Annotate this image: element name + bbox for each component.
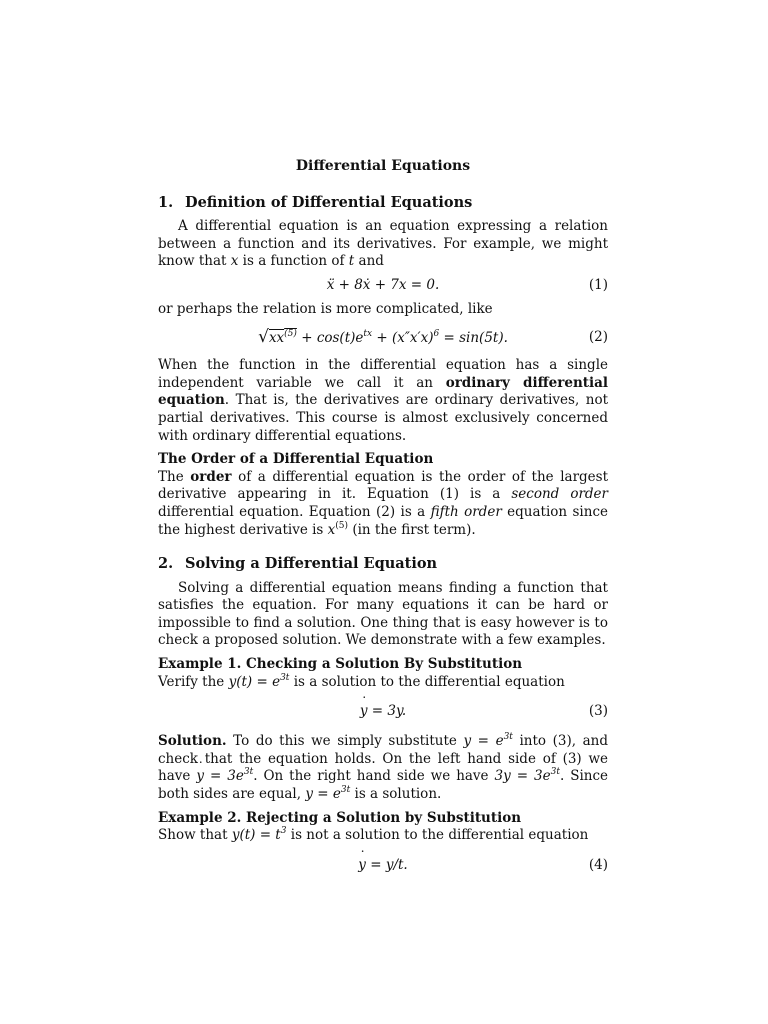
ydot: y ˙	[358, 857, 366, 875]
ydot: y ˙	[196, 768, 204, 786]
sup: tx	[363, 328, 373, 339]
text: + (x″x′x)	[372, 329, 434, 346]
text: is a solution.	[354, 786, 442, 803]
sup: 3t	[280, 672, 290, 683]
bold-term: ordinary differential equation	[158, 374, 608, 409]
example-heading: Example 2. Rejecting a Solution by Substitution	[158, 809, 522, 826]
equation-3	[158, 703, 608, 721]
text: equation since the highest derivative is	[158, 503, 608, 538]
text: xx	[268, 329, 285, 346]
paragraph: Solving a differential equation means finding a function that satisfies the equation. For many equations it can be hard or impossible to find a solution. One thing that is easy however is to check a proposed solution. We demonstrate with a few examples.	[158, 579, 608, 649]
sup: (5)	[335, 520, 349, 531]
text: . On the right hand side we have	[253, 768, 489, 785]
subsection-heading: The Order of a Differential Equation	[158, 451, 434, 468]
sqrt-icon: √	[258, 326, 269, 347]
text: = sin(5t).	[439, 329, 508, 346]
section-1-heading	[158, 194, 608, 212]
section-2-heading	[158, 555, 608, 573]
equation-number: (4)	[588, 856, 608, 873]
paragraph	[158, 469, 608, 539]
sup: 3t	[503, 732, 513, 743]
sup: 3	[280, 826, 287, 837]
sup: 3t	[550, 767, 560, 778]
text: Show that	[158, 827, 228, 844]
text: When the function in the differential equation has a single independent variable we call it an	[158, 357, 608, 391]
text: A differential equation is an equation expressing a relation between a function and its derivatives. For example, we might know that	[158, 218, 608, 270]
sup: (5)	[284, 328, 297, 339]
math-expr: y = e	[305, 786, 341, 803]
text: The	[158, 468, 184, 485]
italic-term: fifth order	[430, 503, 502, 520]
example-heading: Example 1. Checking a Solution By Substitution	[158, 656, 523, 673]
italic-term: second order	[511, 486, 608, 503]
equation-number: (2)	[588, 328, 608, 345]
math-expr	[196, 768, 244, 784]
page-title: Differential Equations	[295, 158, 471, 174]
bold-term: Solution.	[158, 733, 227, 750]
math-var: t	[348, 253, 355, 270]
paragraph	[158, 218, 608, 271]
equation-body	[358, 857, 407, 873]
section-number: 1.	[158, 193, 174, 211]
radicand	[269, 330, 297, 346]
paragraph	[158, 733, 608, 803]
text: . That is, the derivatives are ordinary derivatives, not partial derivatives. This course is almost exclusively concerned with ordinary differential equations.	[158, 392, 608, 444]
math-expr: 3y = 3e	[494, 768, 551, 785]
equation-1	[158, 277, 608, 295]
equation-4	[158, 857, 608, 875]
bold-term: order	[190, 468, 232, 485]
equation-body	[258, 326, 508, 347]
math-expr: y(t) = t	[231, 827, 281, 844]
text: = 3e	[209, 768, 244, 785]
sup: 3t	[243, 767, 254, 778]
text: is a function of	[242, 253, 345, 270]
text: + cos(t)e	[296, 329, 364, 346]
text: is not a solution to the differential equation	[290, 827, 589, 844]
paragraph	[158, 674, 608, 692]
equation-2	[158, 326, 608, 348]
paragraph	[158, 827, 608, 845]
section-number: 2.	[158, 555, 174, 573]
equation-body: ẍ + 8ẋ + 7x = 0.	[326, 276, 440, 293]
text: is a solution to the differential equation	[293, 673, 565, 690]
section-title: Definition of Differential Equations	[185, 193, 473, 211]
math-expr: y = e	[463, 733, 504, 750]
text: (in the first term).	[352, 521, 476, 538]
text: Verify the	[158, 673, 225, 690]
text: To do this we simply substitute	[233, 733, 457, 750]
math-var: x	[230, 253, 239, 270]
text: . Since both sides are equal,	[158, 768, 609, 803]
sup: 6	[433, 328, 440, 339]
math-expr: y(t) = e	[228, 673, 281, 690]
paragraph	[158, 357, 608, 445]
math-var: x	[327, 521, 336, 538]
equation-number: (1)	[588, 276, 608, 293]
equation-number: (3)	[588, 703, 608, 720]
ydot: y ˙	[360, 703, 368, 721]
paragraph: or perhaps the relation is more complicated, like	[158, 300, 493, 317]
text: = y/t.	[370, 856, 408, 873]
equation-body	[360, 703, 406, 719]
text: differential equation. Equation (2) is a	[158, 503, 426, 520]
document-page	[158, 158, 608, 881]
text: and	[358, 253, 384, 270]
text: into (3), and check that the equation holds. On the left hand side of (3) we have	[158, 733, 608, 785]
sup: 3t	[340, 785, 351, 796]
text: = 3y.	[371, 703, 407, 720]
section-title: Solving a Differential Equation	[185, 555, 438, 573]
text: of a differential equation is the order of the largest derivative appearing in it. Equation (1) is a	[158, 468, 609, 503]
